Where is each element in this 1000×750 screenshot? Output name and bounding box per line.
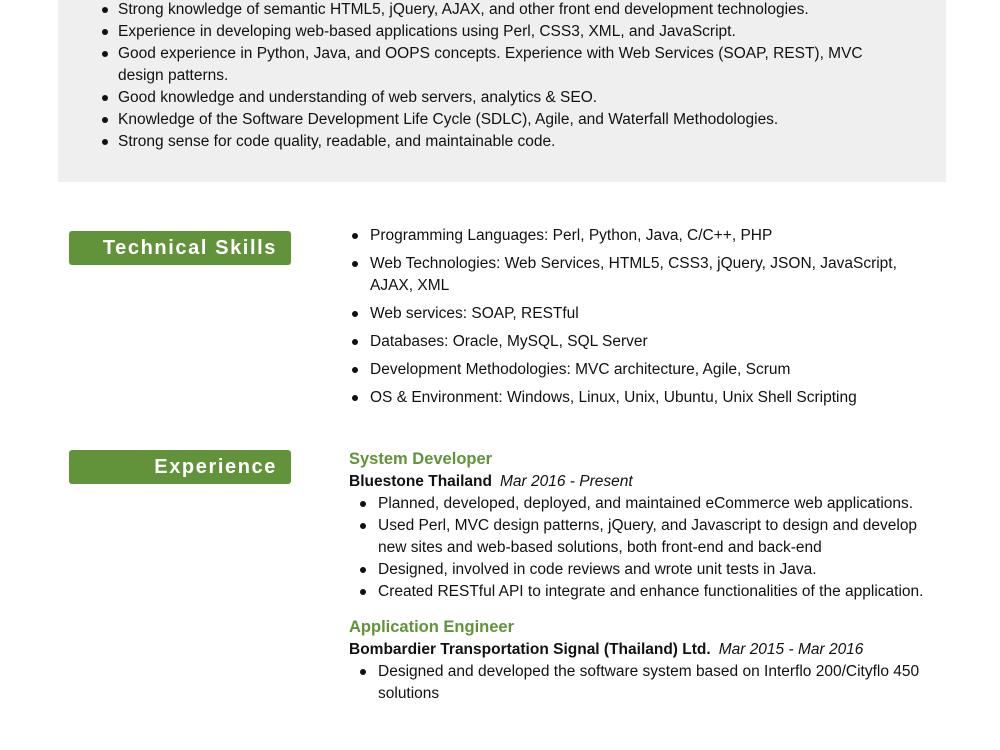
job-entry — [349, 447, 949, 603]
skill-item: OS & Environment: Windows, Linux, Unix, Ubuntu, Unix Shell Scripting — [330, 387, 940, 409]
skill-item: Databases: Oracle, MySQL, SQL Server — [330, 331, 940, 353]
experience-heading: Experience — [69, 450, 291, 484]
job-bullet: Created RESTful API to integrate and enhance functionalities of the application. — [349, 581, 938, 603]
skill-item: Programming Languages: Perl, Python, Java, C/C++, PHP — [330, 225, 940, 247]
summary-item: Good knowledge and understanding of web servers, analytics & SEO. — [58, 87, 878, 109]
job-entry — [349, 615, 949, 705]
skill-item: Web Technologies: Web Services, HTML5, CSS3, jQuery, JSON, JavaScript, AJAX, XML — [330, 253, 940, 297]
summary-item: Experience in developing web-based applications using Perl, CSS3, XML, and JavaScript. — [58, 21, 878, 43]
skill-item: Web services: SOAP, RESTful — [330, 303, 940, 325]
summary-item: Strong knowledge of semantic HTML5, jQuery, AJAX, and other front end development technologies. — [58, 0, 878, 21]
job-bullet: Used Perl, MVC design patterns, jQuery, and Javascript to design and develop new sites and web-based solutions, both front-end and back-end — [349, 515, 938, 559]
job-company-line — [349, 639, 949, 661]
job-dates: Mar 2015 - Mar 2016 — [718, 641, 864, 658]
job-company-line — [349, 471, 949, 493]
job-bullet: Designed and developed the software system based on Interflo 200/Cityflo 450 solutions — [349, 661, 938, 705]
skill-item: Development Methodologies: MVC architecture, Agile, Scrum — [330, 359, 940, 381]
job-bullet: Planned, developed, deployed, and maintained eCommerce web applications. — [349, 493, 938, 515]
summary-item: Knowledge of the Software Development Life Cycle (SDLC), Agile, and Waterfall Methodologies. — [58, 109, 878, 131]
summary-section — [58, 0, 946, 182]
job-bullets — [349, 493, 949, 603]
job-title: System Developer — [349, 450, 493, 468]
experience-section — [349, 447, 949, 705]
job-bullets — [349, 661, 949, 705]
job-title: Application Engineer — [349, 618, 515, 636]
company-name: Bombardier Transportation Signal (Thailand) Ltd. — [349, 641, 711, 658]
summary-list — [58, 0, 878, 153]
technical-skills-list — [330, 225, 940, 415]
company-name: Bluestone Thailand — [349, 473, 492, 490]
summary-item: Good experience in Python, Java, and OOPS concepts. Experience with Web Services (SOAP, REST), MVC design patterns. — [58, 43, 878, 87]
job-bullet: Designed, involved in code reviews and wrote unit tests in Java. — [349, 559, 938, 581]
summary-item: Strong sense for code quality, readable, and maintainable code. — [58, 131, 878, 153]
technical-skills-heading: Technical Skills — [69, 231, 291, 265]
job-dates: Mar 2016 - Present — [499, 473, 633, 490]
